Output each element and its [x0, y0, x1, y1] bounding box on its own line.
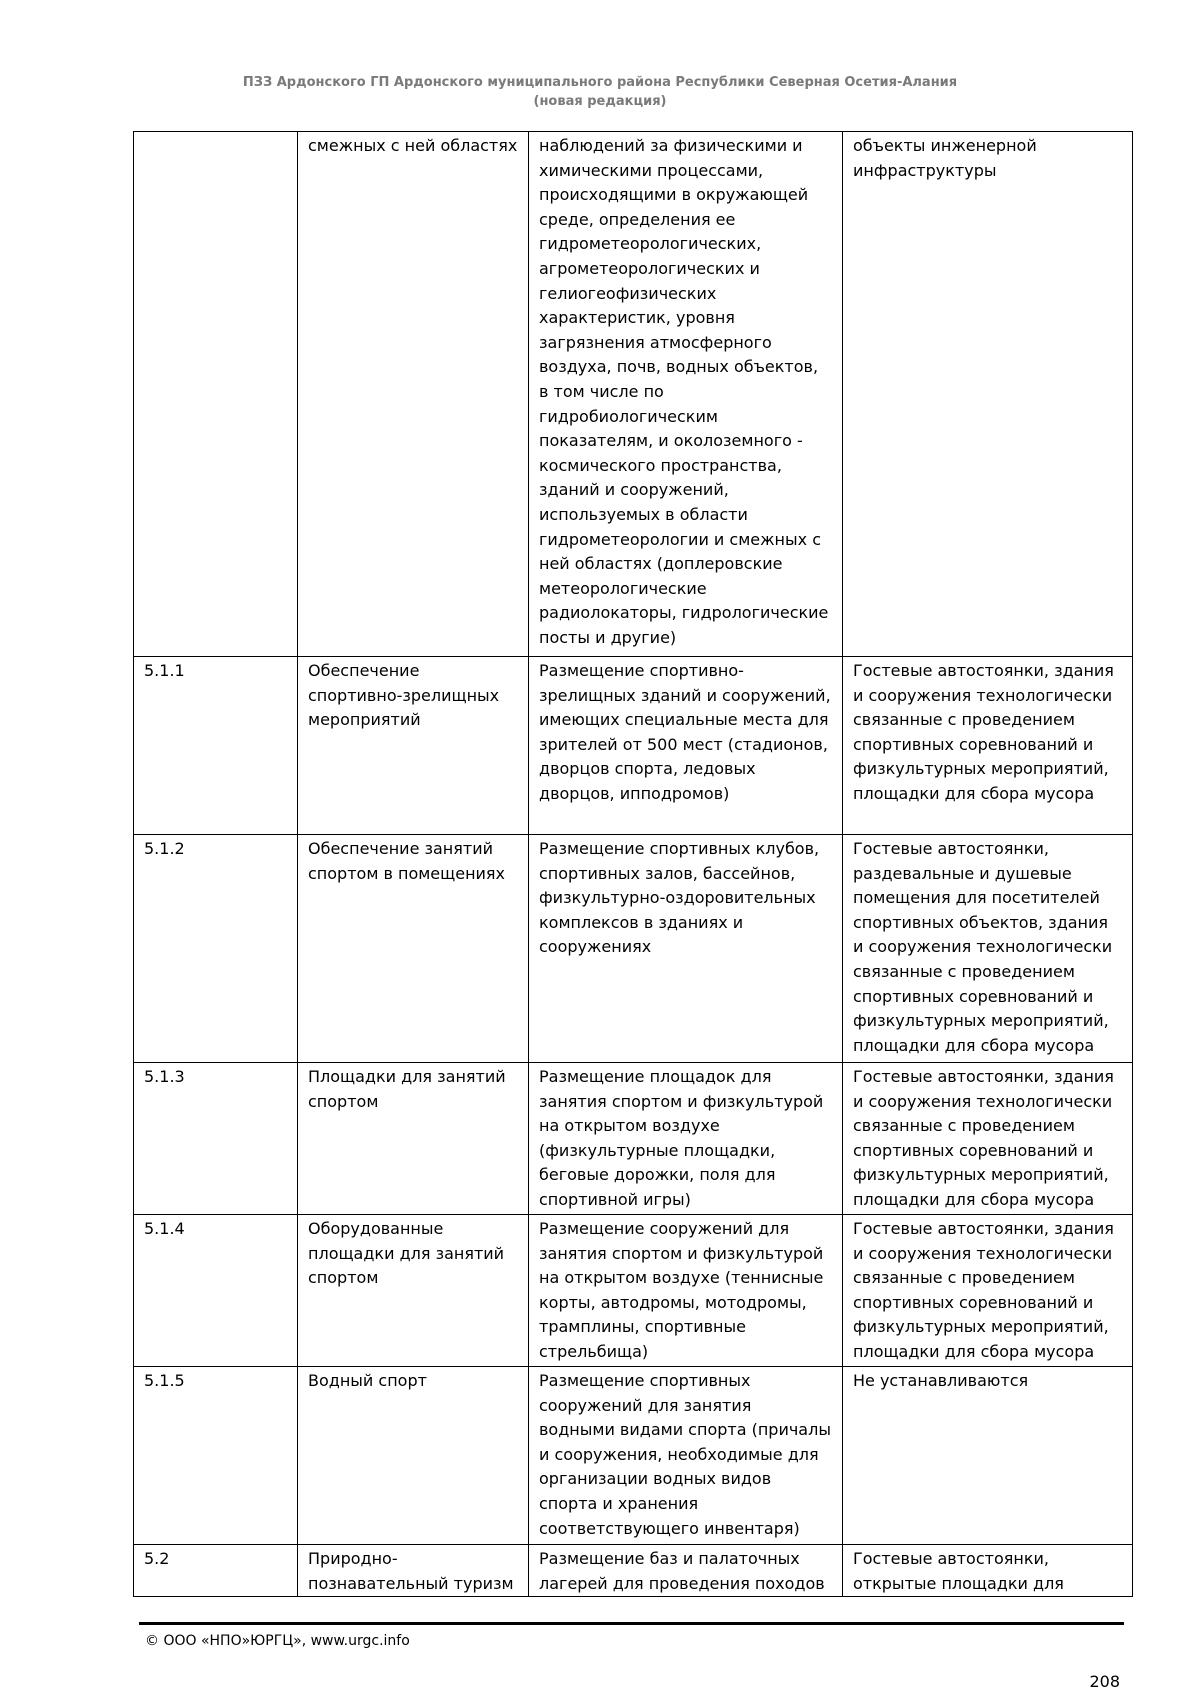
cell-auxiliary: Гостевые автостоянки, открытые площадки для: [843, 1545, 1133, 1597]
cell-description: Размещение сооружений для занятия спортом и физкультурой на открытом воздухе (теннисные корты, автодромы, мотодромы, трамплины, спортивные стрельбища): [529, 1215, 843, 1367]
table-row: [134, 1545, 1133, 1597]
cell-name: Обеспечение спортивно-зрелищных мероприятий: [298, 657, 529, 835]
cell-name: Оборудованные площадки для занятий спортом: [298, 1215, 529, 1367]
cell-auxiliary: Гостевые автостоянки, здания и сооружения технологически связанные с проведением спортивных соревнований и физкультурных мероприятий, площадки для сбора мусора: [843, 1063, 1133, 1215]
cell-name: Природно-познавательный туризм: [298, 1545, 529, 1597]
table-row: [134, 1215, 1133, 1367]
cell-description: Размещение площадок для занятия спортом и физкультурой на открытом воздухе (физкультурные площадки, беговые дорожки, поля для спортивной игры): [529, 1063, 843, 1215]
table-row: [134, 657, 1133, 835]
cell-name: Обеспечение занятий спортом в помещениях: [298, 835, 529, 1063]
table-row: [134, 835, 1133, 1063]
cell-description: Размещение спортивно-зрелищных зданий и сооружений, имеющих специальные места для зрителей от 500 мест (стадионов, дворцов спорта, ледовых дворцов, ипподромов): [529, 657, 843, 835]
cell-code: 5.2: [134, 1545, 298, 1597]
cell-description: Размещение спортивных сооружений для занятия водными видами спорта (причалы и сооружения, необходимые для организации водных видов спорта и хранения соответствующего инвентаря): [529, 1367, 843, 1545]
cell-name: Площадки для занятий спортом: [298, 1063, 529, 1215]
table-row: [134, 1063, 1133, 1215]
cell-description: Размещение спортивных клубов, спортивных залов, бассейнов, физкультурно-оздоровительных комплексов в зданиях и сооружениях: [529, 835, 843, 1063]
header-title: ПЗЗ Ардонского ГП Ардонского муниципального района Республики Северная Осетия-Алания: [242, 75, 958, 90]
cell-name: Водный спорт: [298, 1367, 529, 1545]
footer-divider: [139, 1622, 1124, 1625]
cell-description: наблюдений за физическими и химическими процессами, происходящими в окружающей среде, определения ее гидрометеорологических, агрометеорологических и гелиогеофизических характеристик, уровня загрязнения атмосферного воздуха, почв, водных объектов, в том числе по гидробиологическим показателям, и околоземного - космического пространства, зданий и сооружений, используемых в области гидрометеорологии и смежных с ней областях (доплеровские метеорологические радиолокаторы, гидрологические посты и другие): [529, 132, 843, 657]
cell-name: смежных с ней областях: [298, 132, 529, 657]
cell-description: Размещение баз и палаточных лагерей для проведения походов: [529, 1545, 843, 1597]
footer-copyright: © ООО «НПО»ЮРГЦ», www.urgc.info: [145, 1633, 410, 1649]
header-subtitle: (новая редакция): [533, 94, 667, 109]
cell-auxiliary: объекты инженерной инфраструктуры: [843, 132, 1133, 657]
cell-code: 5.1.1: [134, 657, 298, 835]
table-row: [134, 132, 1133, 657]
cell-auxiliary: Не устанавливаются: [843, 1367, 1133, 1545]
cell-auxiliary: Гостевые автостоянки, здания и сооружения технологически связанные с проведением спортивных соревнований и физкультурных мероприятий, площадки для сбора мусора: [843, 1215, 1133, 1367]
table-row: [134, 1367, 1133, 1545]
cell-code: 5.1.5: [134, 1367, 298, 1545]
cell-code: 5.1.3: [134, 1063, 298, 1215]
page-number: 208: [1089, 1672, 1120, 1691]
cell-code: [134, 132, 298, 657]
cell-code: 5.1.4: [134, 1215, 298, 1367]
cell-auxiliary: Гостевые автостоянки, раздевальные и душевые помещения для посетителей спортивных объектов, здания и сооружения технологически связанные с проведением спортивных соревнований и физкультурных мероприятий, площадки для сбора мусора: [843, 835, 1133, 1063]
cell-auxiliary: Гостевые автостоянки, здания и сооружения технологически связанные с проведением спортивных соревнований и физкультурных мероприятий, площадки для сбора мусора: [843, 657, 1133, 835]
cell-code: 5.1.2: [134, 835, 298, 1063]
land-use-table: [133, 131, 1133, 1597]
